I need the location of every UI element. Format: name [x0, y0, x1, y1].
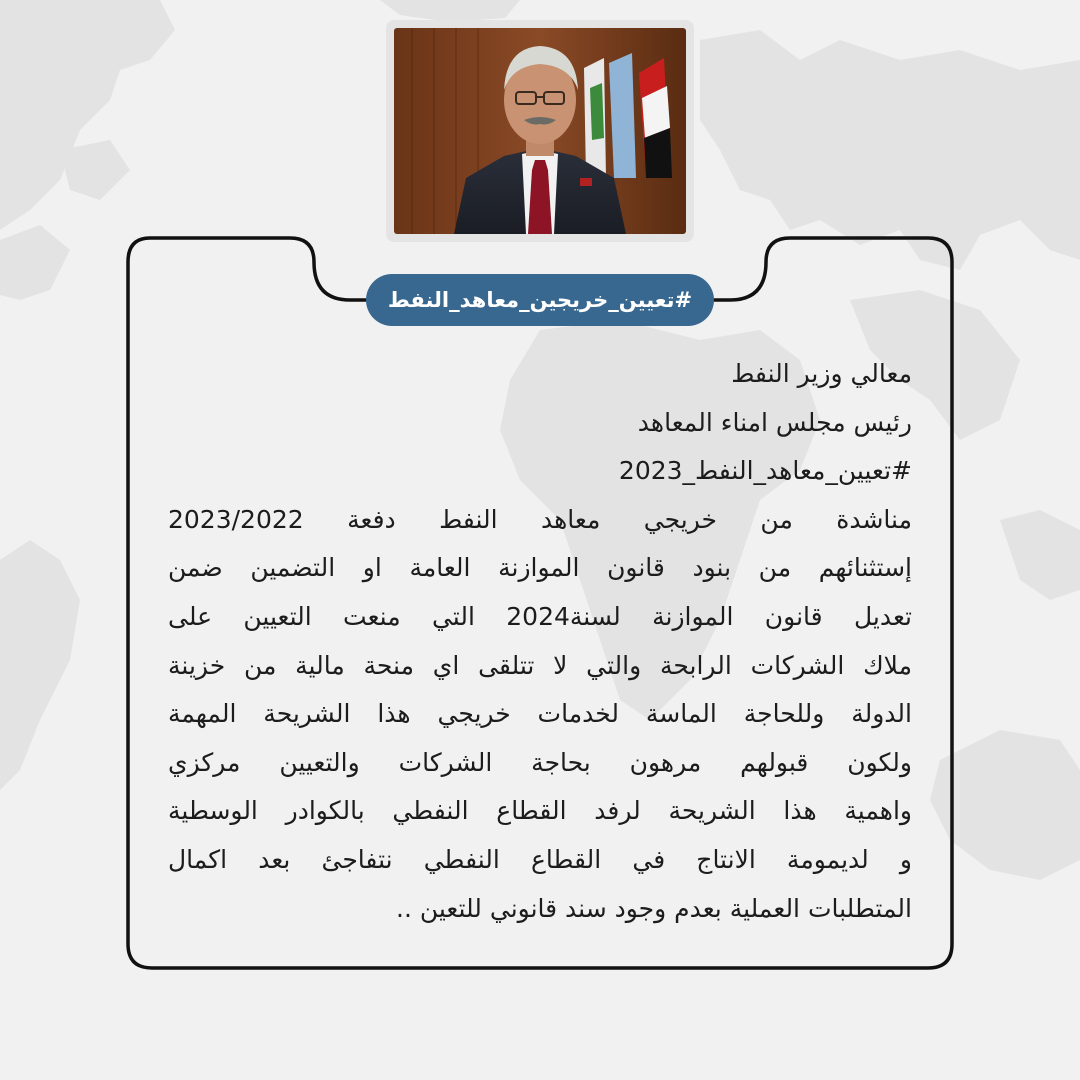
body-line-7: ملاك الشركات الرابحة والتي لا تتلقى اي منحة مالية من خزينة: [168, 650, 912, 680]
body-line-9: ولكون قبولهم مرهون بحاجة الشركات والتعيين مركزي: [168, 747, 912, 777]
hashtag-label: #تعيين_خريجين_معاهد_النفط: [387, 288, 693, 312]
portrait-photo-frame: [386, 20, 694, 242]
body-line-12: المتطلبات العملية بعدم وجود سند قانوني للتعين ..: [396, 893, 912, 923]
portrait-photo: [394, 28, 686, 234]
body-line-6: تعديل قانون الموازنة لسنة2024 التي منعت التعيين على: [168, 601, 912, 631]
body-line-4: مناشدة من خريجي معاهد النفط دفعة 2023/2022: [168, 504, 912, 534]
hashtag-pill: [366, 274, 714, 326]
body-line-11: و لديمومة الانتاج في القطاع النفطي نتفاجئ بعد اكمال: [168, 844, 912, 874]
body-line-10: واهمية هذا الشريحة لرفد القطاع النفطي بالكوادر الوسطية: [168, 796, 912, 826]
body-line-8: الدولة وللحاجة الماسة لخدمات خريجي هذا الشريحة المهمة: [168, 699, 912, 729]
body-line-2: رئيس مجلس امناء المعاهد: [637, 407, 912, 437]
body-line-5: إستثنائهم من بنود قانون الموازنة العامة او التضمين ضمن: [168, 553, 912, 583]
body-line-3: #تعيين_معاهد_النفط_2023: [618, 456, 912, 486]
body-line-1: معالي وزير النفط: [731, 359, 912, 388]
post-body: [168, 350, 912, 933]
